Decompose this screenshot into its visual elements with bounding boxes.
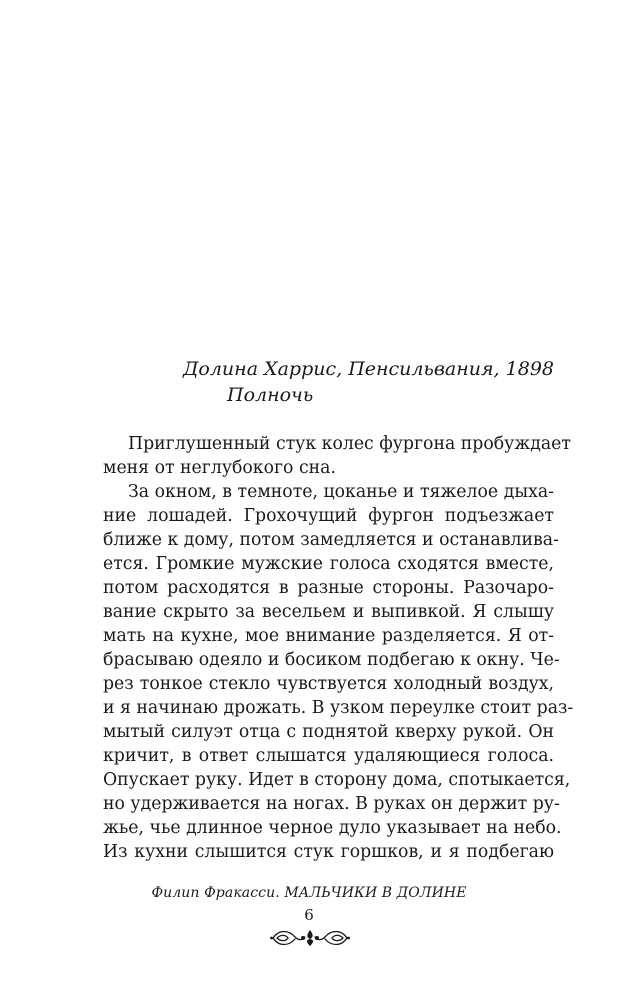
chapter-body-text	[103, 432, 574, 864]
text-line: За окном, в темноте, цоканье и тяжелое дыха-	[128, 482, 554, 502]
running-title: Филип Фракасси. МАЛЬЧИКИ В ДОЛИНЕ	[151, 885, 467, 901]
text-line: мытый силуэт отца с поднятой кверху рукой. Он	[103, 722, 554, 742]
text-line: ближе к дому, потом замедляется и останавлива-	[103, 530, 559, 550]
text-line: мать на кухне, мое внимание разделяется. Я от-	[103, 626, 554, 646]
text-line: жье, чье длинное черное дуло указывает на небо.	[103, 818, 562, 838]
text-line: ется. Громкие мужские голоса сходятся вместе,	[103, 554, 554, 574]
text-line: кричит, в ответ слышатся удаляющиеся голоса.	[103, 746, 554, 766]
page-number: 6	[304, 906, 314, 924]
flourish-ornament-icon	[269, 926, 351, 950]
text-line: рез тонкое стекло чувствуется холодный воздух,	[103, 674, 554, 694]
epigraph-time: Полночь	[227, 384, 314, 406]
text-line: и я начинаю дрожать. В узком переулке стоит раз-	[103, 698, 574, 718]
text-line: Приглушенный стук колес фургона пробуждает	[128, 434, 571, 454]
epigraph-place: Долина Харрис, Пенсильвания, 1898	[182, 358, 554, 380]
text-line: ние лошадей. Грохочущий фургон подъезжает	[103, 506, 554, 526]
text-line: но удерживается на ногах. В руках он держит ру-	[103, 794, 560, 814]
text-line: меня от неглубокого сна.	[103, 458, 336, 478]
text-line: вание скрыто за весельем и выпивкой. Я слышу	[103, 602, 554, 622]
text-line: Опускает руку. Идет в сторону дома, спотыкается,	[103, 770, 571, 790]
text-line: потом расходятся в разные стороны. Разочаро-	[103, 578, 554, 598]
epigraph	[0, 356, 554, 408]
text-line: Из кухни слышится стук горшков, и я подбегаю	[103, 842, 554, 862]
text-line: брасываю одеяло и босиком подбегаю к окну. Че-	[103, 650, 560, 670]
